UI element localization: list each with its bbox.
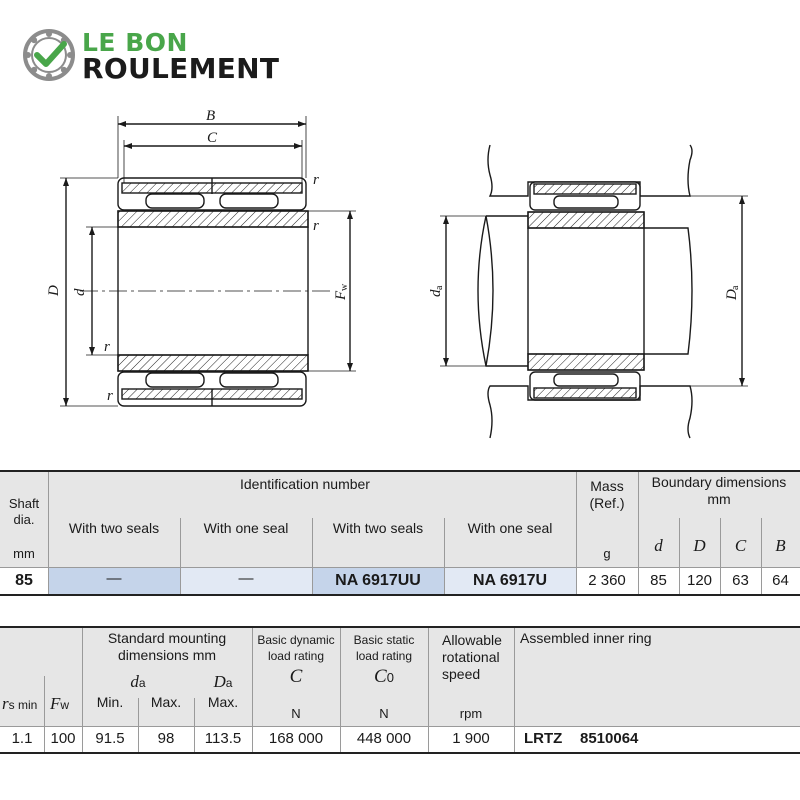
boundary-dimensions-heading: Boundary dimensions [651, 474, 787, 490]
ident-col-two-seals-2: With two seals [332, 520, 424, 536]
Fw-value: 100 [50, 730, 76, 747]
label-Da-sub: a [730, 285, 741, 290]
label-D: D [46, 285, 62, 296]
dynamic-load-heading-2: load rating [267, 649, 325, 663]
label-C: C [207, 130, 218, 146]
static-load-heading-2: load rating [355, 649, 413, 663]
Da-max-value: 113.5 [204, 730, 242, 747]
ident-col-two-seals-1: With two seals [68, 520, 160, 536]
col-Fw-subscript: w [60, 698, 70, 712]
col-D: D [693, 536, 706, 555]
shaft-dia-value: 85 [15, 572, 33, 589]
col-C0-unit: N [379, 706, 389, 721]
label-da-sub: a [434, 285, 445, 290]
shaft-dia-label-1: Shaft [8, 496, 40, 511]
D-value: 120 [686, 572, 713, 589]
col-C: C [734, 536, 747, 555]
B-value: 64 [772, 572, 789, 589]
inner-ring-heading: Assembled inner ring [520, 630, 652, 646]
shaft-dia-unit: mm [13, 546, 35, 561]
speed-heading-3: speed [442, 666, 481, 682]
col-B: B [775, 536, 786, 555]
mounting-dimensions-heading: Standard mounting [107, 630, 227, 646]
col-Da-symbol: D [213, 672, 226, 691]
col-speed-unit: rpm [459, 706, 483, 721]
label-da: d [428, 289, 444, 297]
d-value: 85 [650, 572, 667, 589]
da-max-value: 98 [157, 730, 175, 747]
bearing-check-icon [22, 28, 76, 82]
dynamic-load-heading-1: Basic dynamic [257, 633, 335, 647]
spec-table-2 [0, 626, 800, 754]
label-B: B [206, 108, 216, 124]
part-number-two-seals: NA 6917UU [335, 572, 421, 589]
mass-unit: g [603, 546, 611, 561]
ident-value-1: — [106, 570, 122, 587]
col-C-unit: N [291, 706, 301, 721]
col-da-subscript: a [138, 676, 146, 690]
technical-drawing [0, 96, 800, 456]
identification-number-heading: Identification number [240, 476, 370, 492]
static-load-heading-1: Basic static [353, 633, 415, 647]
mass-value: 2 360 [588, 572, 626, 589]
col-C0-subscript: 0 [386, 670, 394, 685]
col-da-min: Min. [96, 694, 124, 710]
C0-load-value: 448 000 [356, 730, 412, 747]
label-Fw: F [333, 290, 349, 300]
part-number-one-seal: NA 6917U [472, 572, 548, 589]
mounting-dimensions-unit: dimensions mm [117, 647, 217, 663]
label-r-3: r [104, 339, 110, 355]
label-r-1: r [313, 172, 319, 188]
col-da-symbol: d [130, 672, 139, 691]
label-r-4: r [107, 388, 113, 404]
boundary-dimensions-unit: mm [707, 491, 731, 507]
col-C0-symbol: C [374, 666, 387, 687]
brand-logo [22, 28, 302, 84]
inner-ring-name: LRTZ [524, 730, 563, 747]
ident-value-2: — [238, 570, 254, 587]
col-C-symbol: C [289, 666, 303, 687]
C-value: 63 [732, 572, 749, 589]
logo-text-line2: ROULEMENT [82, 52, 280, 85]
col-r-subscript: s min [8, 698, 38, 712]
label-Da: D [724, 289, 740, 300]
col-Da-max: Max. [207, 694, 239, 710]
col-r-symbol: r [2, 694, 9, 713]
da-min-value: 91.5 [95, 730, 125, 747]
C-load-value: 168 000 [268, 730, 324, 747]
label-d: d [72, 288, 88, 296]
label-Fw-sub: w [339, 283, 350, 291]
speed-value: 1 900 [452, 730, 490, 747]
speed-heading-1: Allowable [442, 632, 502, 648]
inner-ring-code: 8510064 [580, 730, 639, 747]
mass-label-1: Mass [590, 478, 624, 494]
shaft-dia-label-2: dia. [13, 512, 35, 527]
speed-heading-2: rotational [442, 649, 500, 665]
logo-text-line1: LE BON [82, 28, 188, 57]
label-r-2: r [313, 218, 319, 234]
bearing-drawing [0, 96, 800, 456]
col-d: d [654, 536, 663, 555]
mass-label-2: (Ref.) [589, 495, 625, 511]
spec-table-1 [0, 470, 800, 596]
col-Fw-symbol: F [50, 694, 61, 713]
ident-col-one-seal-2: With one seal [467, 520, 553, 536]
col-Da-subscript: a [225, 676, 233, 690]
ident-col-one-seal-1: With one seal [203, 520, 289, 536]
col-da-max: Max. [150, 694, 182, 710]
r-value: 1.1 [11, 730, 33, 747]
